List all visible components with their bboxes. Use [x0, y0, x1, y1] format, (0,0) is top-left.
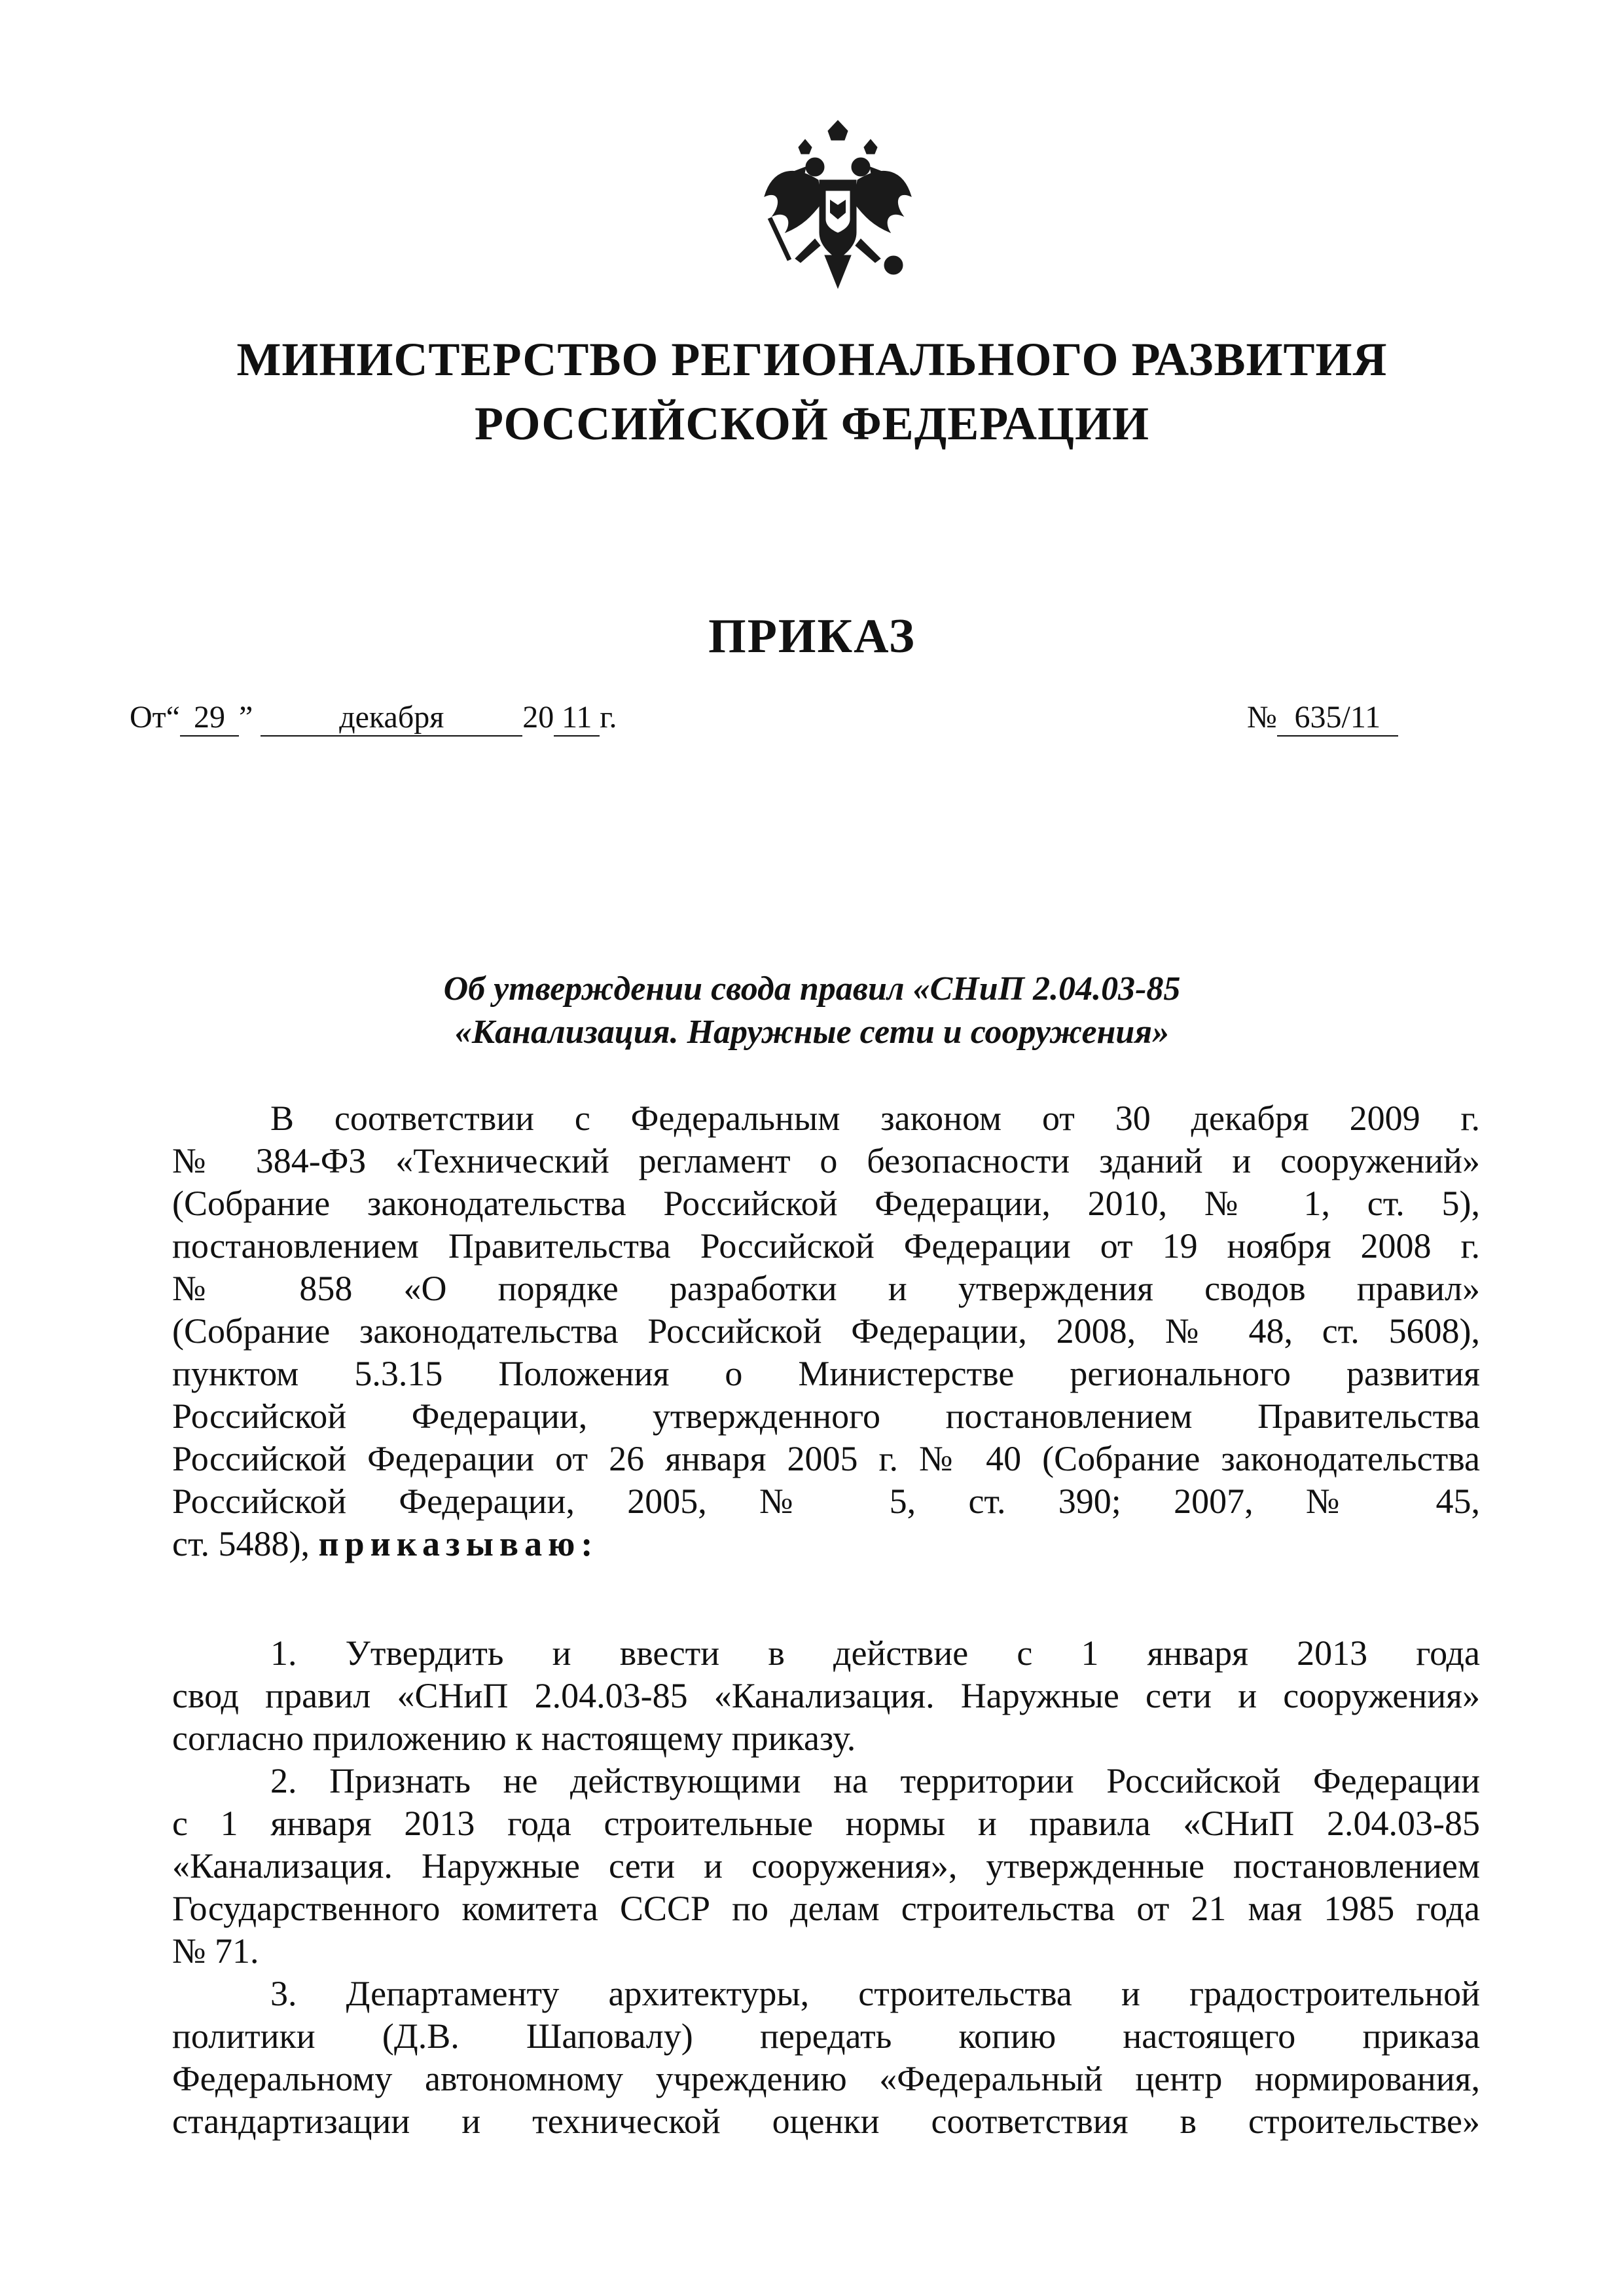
- coat-of-arms-emblem: [759, 118, 916, 295]
- preamble-last-text: ст. 5488),: [172, 1524, 310, 1563]
- text-line: Российской Федерации, 2005, № 5, ст. 390; 2007, № 45,: [172, 1482, 1480, 1521]
- order-number: [1247, 699, 1398, 737]
- text-line: Российской Федерации, утвержденного постановлением Правительства: [172, 1396, 1480, 1436]
- text-line: свод правил «СНиП 2.04.03-85 «Канализация. Наружные сети и сооружения»: [172, 1676, 1480, 1715]
- text-line: Государственного комитета СССР по делам строительства от 21 мая 1985 года: [172, 1889, 1480, 1928]
- date-day: 29: [180, 700, 239, 737]
- subject-line-2: «Канализация. Наружные сети и сооружения»: [454, 1013, 1170, 1051]
- text-line: постановлением Правительства Российской Федерации от 19 ноября 2008 г.: [172, 1226, 1480, 1266]
- text-line: стандартизации и технической оценки соответствия в строительстве»: [172, 2102, 1480, 2141]
- quote-open: “: [166, 700, 180, 735]
- text-line: (Собрание законодательства Российской Федерации, 2008, № 48, ст. 5608),: [172, 1311, 1480, 1351]
- date-century: 20: [522, 700, 554, 735]
- item-2-paragraph: [172, 1760, 1480, 1973]
- text-line: политики (Д.В. Шаповалу) передать копию настоящего приказа: [172, 2016, 1480, 2056]
- quote-close: ”: [238, 700, 253, 735]
- text-line: 1. Утвердить и ввести в действие с 1 января 2013 года: [270, 1633, 1480, 1673]
- subject-line-1: Об утверждении свода правил «СНиП 2.04.03-85: [443, 970, 1181, 1008]
- text-line: В соответствии с Федеральным законом от 30 декабря 2009 г.: [270, 1099, 1480, 1138]
- text-line: 2. Признать не действующими на территории Российской Федерации: [270, 1761, 1480, 1800]
- text-line: 3. Департаменту архитектуры, строительства и градостроительной: [270, 1974, 1480, 2013]
- text-line: Федеральному автономному учреждению «Федеральный центр нормирования,: [172, 2059, 1480, 2098]
- order-date: [130, 699, 617, 737]
- order-verb: приказываю:: [318, 1524, 599, 1563]
- date-prefix: От: [130, 700, 166, 735]
- text-line: пунктом 5.3.15 Положения о Министерстве регионального развития: [172, 1354, 1480, 1393]
- text-line: с 1 января 2013 года строительные нормы и правила «СНиП 2.04.03-85: [172, 1804, 1480, 1843]
- date-month: декабря: [261, 700, 522, 737]
- text-line: согласно приложению к настоящему приказу.: [172, 1719, 856, 1758]
- ministry-name: [0, 327, 1624, 456]
- text-line: № 384-ФЗ «Технический регламент о безопасности зданий и сооружений»: [172, 1141, 1480, 1180]
- date-year: 11: [554, 700, 600, 737]
- text-line: № 71.: [172, 1931, 259, 1971]
- number-label: №: [1247, 700, 1277, 735]
- document-type-title: ПРИКАЗ: [708, 610, 916, 663]
- text-line: Российской Федерации от 26 января 2005 г. № 40 (Собрание законодательства: [172, 1439, 1480, 1478]
- order-subject: [0, 968, 1624, 1054]
- item-1-paragraph: [172, 1632, 1480, 1760]
- number-value: 635/11: [1277, 700, 1398, 737]
- date-year-suffix: г.: [600, 700, 617, 735]
- preamble-paragraph: [172, 1097, 1480, 1565]
- text-line: № 858 «О порядке разработки и утверждения сводов правил»: [172, 1269, 1480, 1308]
- ministry-line-1: МИНИСТЕРСТВО РЕГИОНАЛЬНОГО РАЗВИТИЯ: [236, 333, 1388, 386]
- text-line: (Собрание законодательства Российской Федерации, 2010, № 1, ст. 5),: [172, 1184, 1480, 1223]
- text-line-final: [172, 1523, 1480, 1565]
- text-line: «Канализация. Наружные сети и сооружения», утвержденные постановлением: [172, 1846, 1480, 1886]
- item-3-paragraph: [172, 1973, 1480, 2143]
- ministry-line-2: РОССИЙСКОЙ ФЕДЕРАЦИИ: [474, 397, 1150, 450]
